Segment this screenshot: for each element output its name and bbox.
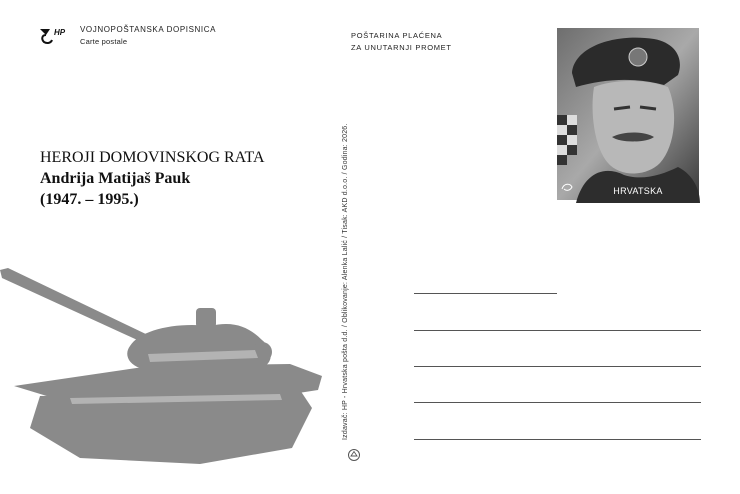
postage-line-2: ZA UNUTARNJI PROMET [351, 43, 452, 52]
postage-line-1: POŠTARINA PLAĆENA [351, 31, 443, 40]
recycle-icon [347, 448, 361, 462]
address-line-5[interactable] [414, 439, 701, 440]
series-title: HEROJI DOMOVINSKOG RATA [40, 149, 265, 166]
address-line-1[interactable] [414, 293, 557, 294]
stamp-country: HRVATSKA [613, 186, 663, 196]
address-line-3[interactable] [414, 366, 701, 367]
headline [40, 147, 265, 210]
hero-years: (1947. – 1995.) [40, 191, 139, 208]
hp-logo-icon [38, 26, 68, 46]
svg-text:HP: HP [54, 28, 66, 37]
postage-stamp [554, 25, 702, 203]
issuer-subtitle: Carte postale [80, 37, 128, 46]
issuer-block [80, 24, 216, 48]
address-line-4[interactable] [414, 402, 701, 403]
issuer-title: VOJNOPOŠTANSKA DOPISNICA [80, 25, 217, 34]
postage-note [351, 30, 452, 54]
tank-illustration [0, 268, 330, 468]
imprint-text: Izdavač: HP - Hrvatska pošta d.d. / Oblikovanje: Alenka Lalić / Tisak: AKD d.o.o. / Godina: 2026. [342, 123, 349, 440]
hero-name: Andrija Matijaš Pauk [40, 170, 191, 187]
address-line-2[interactable] [414, 330, 701, 331]
